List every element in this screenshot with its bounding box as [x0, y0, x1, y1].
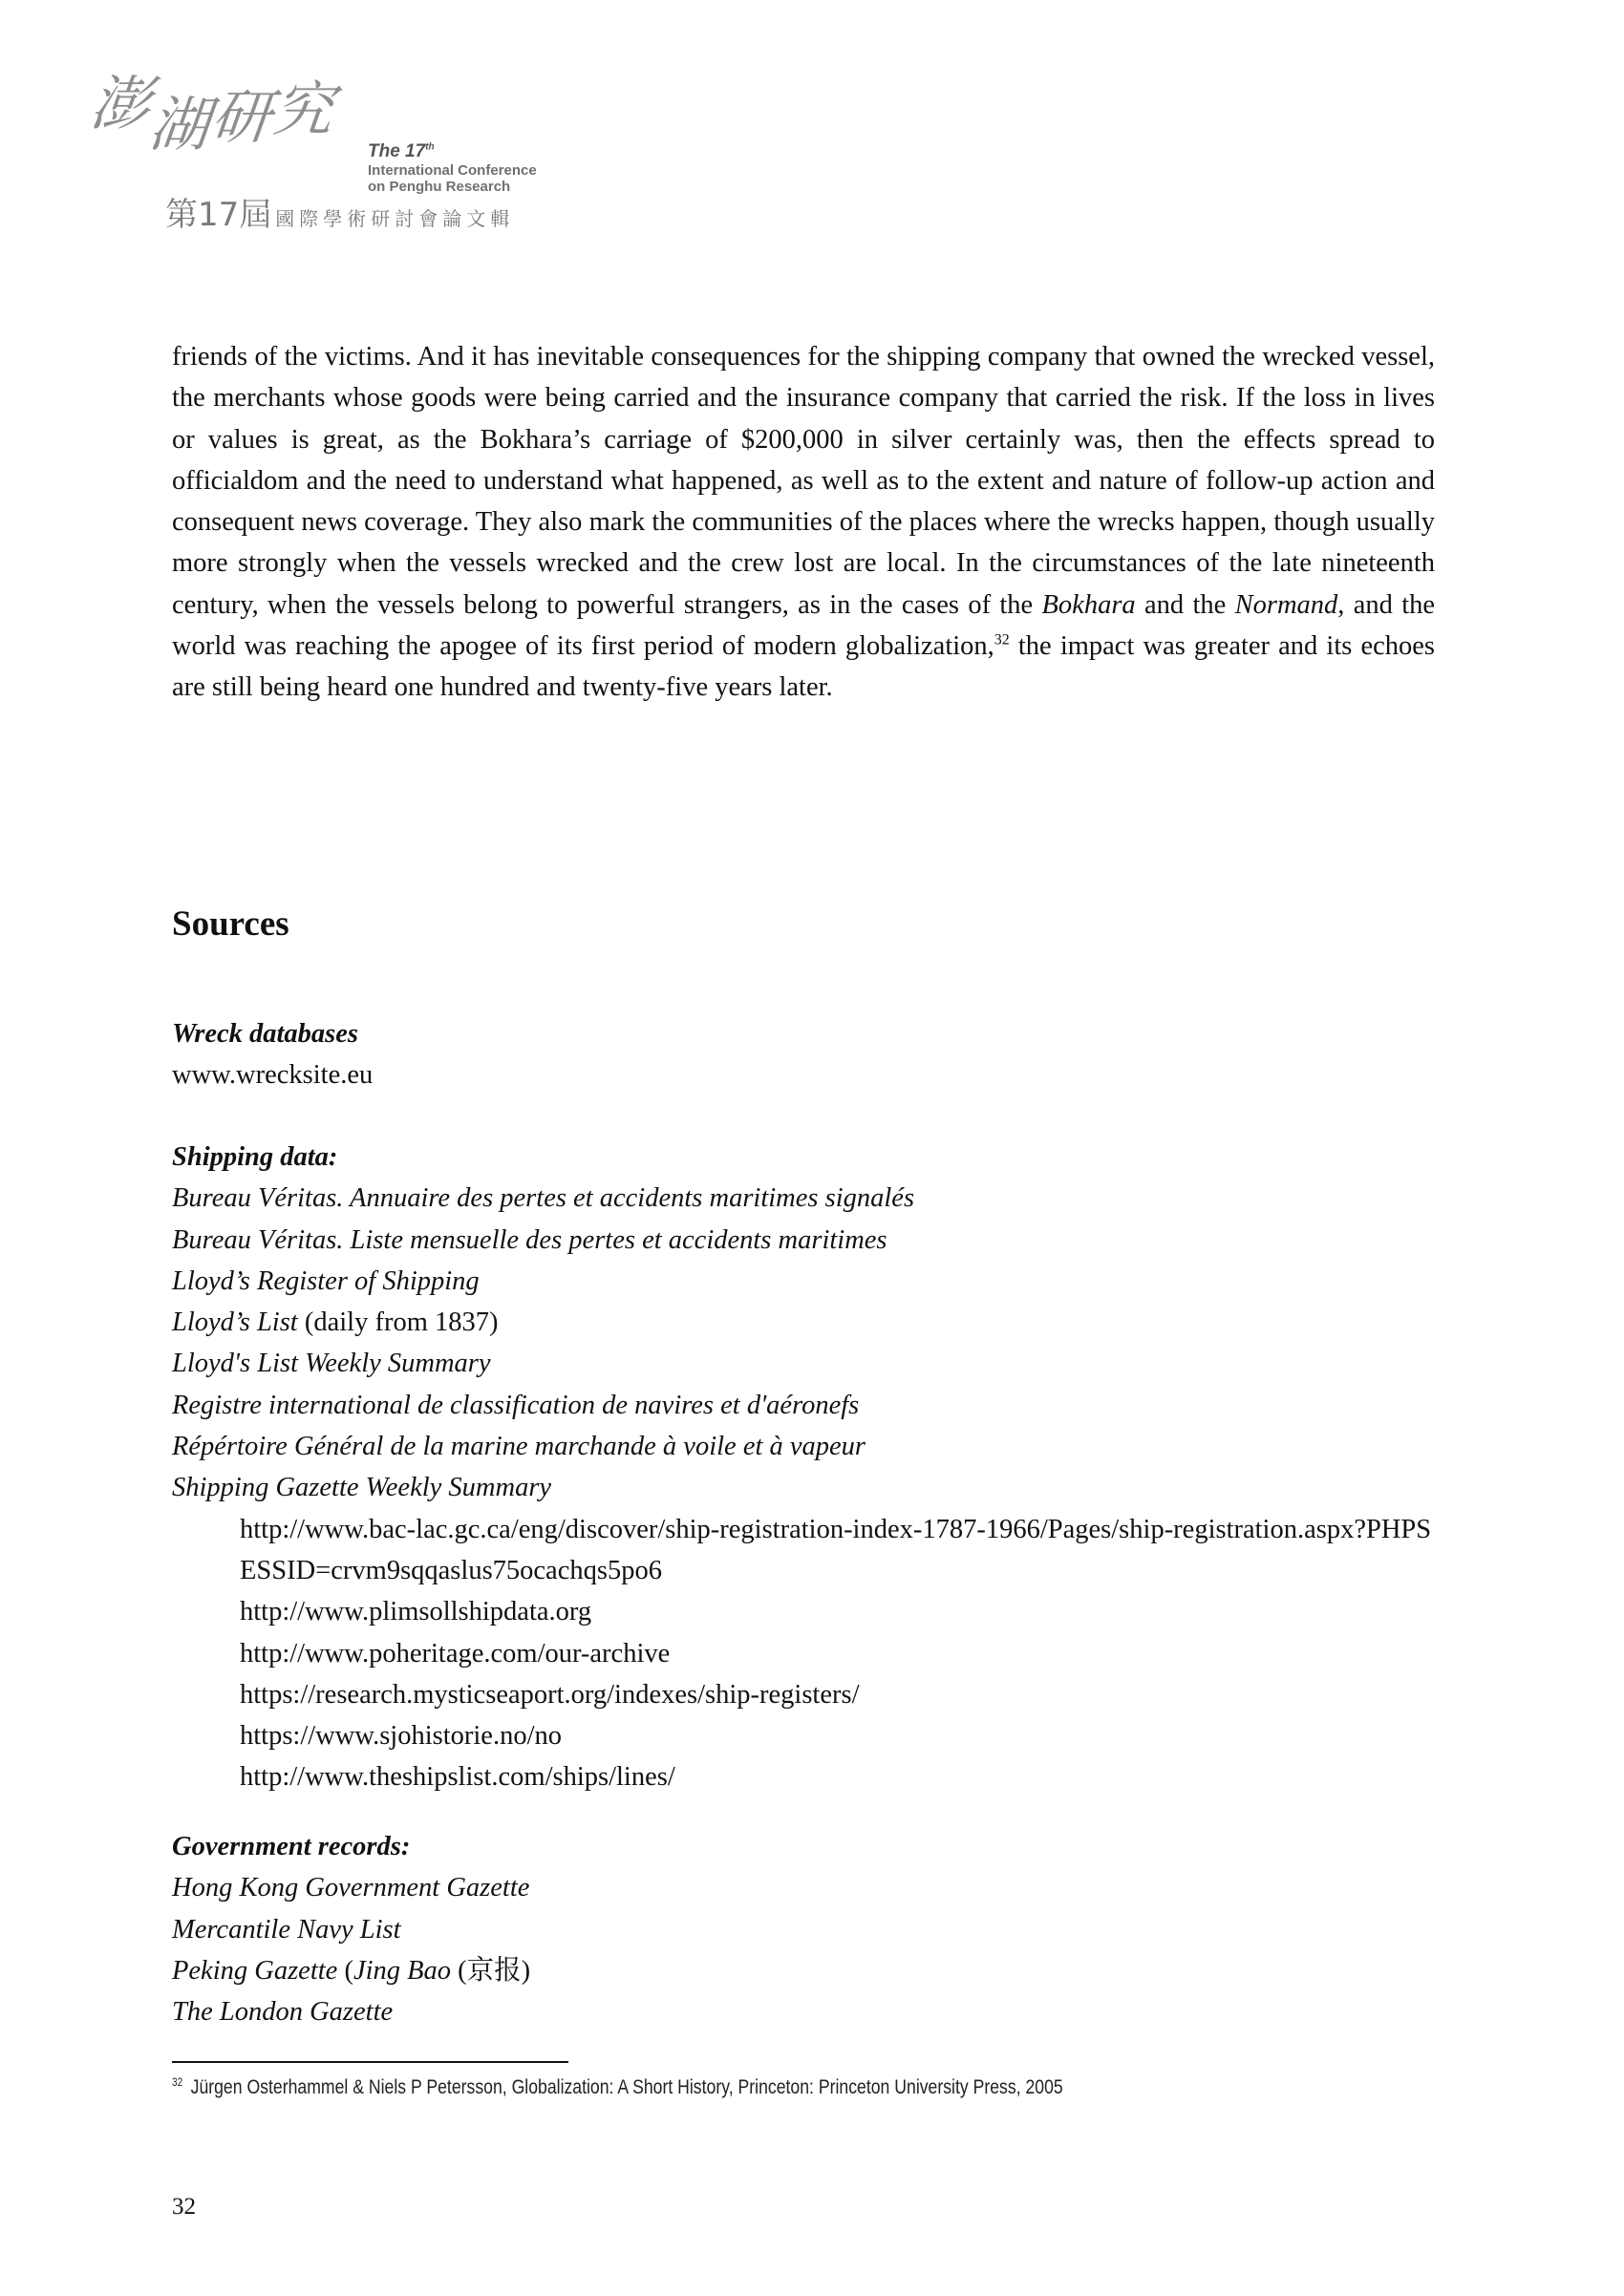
source-note: (daily from 1837): [297, 1307, 499, 1338]
source-item: Lloyd’s Register of Shipping: [172, 1265, 480, 1296]
logo-line-3: on Penghu Research: [368, 179, 511, 196]
footnote: [172, 2075, 1063, 2099]
logo-char: 湖: [145, 90, 215, 159]
source-note: (: [337, 1955, 353, 1986]
paragraph-text: , and the world was reaching the apogee of its first period of modern globalization,: [172, 589, 1436, 662]
source-title: Peking Gazette: [172, 1955, 338, 1986]
shipping-data-section: [172, 1137, 1443, 1798]
paragraph-text: the impact was greater and its echoes are still being heard one hundred and twenty-five years later.: [172, 631, 1435, 703]
logo-calligraphy-title: [87, 69, 339, 159]
url-link[interactable]: http://www.bac-lac.gc.ca/eng/discover/ship-registration-index-1787-1966/Pages/ship-registration.aspx?PHPSESSID=crvm9sqqaslus75ocachqs5po6: [240, 1514, 1432, 1585]
source-title: Lloyd’s List: [172, 1307, 298, 1338]
ship-name-normand: Normand: [1234, 589, 1338, 620]
shipping-data-title: Shipping data:: [172, 1142, 338, 1172]
logo-edition-text: The 17: [368, 141, 426, 161]
logo-char: 研: [207, 82, 277, 152]
sources-heading: Sources: [172, 904, 289, 944]
body-text: [172, 336, 1435, 709]
source-item: [172, 1950, 530, 1991]
logo-chinese-subtitle: [165, 196, 515, 234]
paragraph-text: and the: [1135, 589, 1235, 620]
source-item: Shipping Gazette Weekly Summary: [172, 1473, 552, 1503]
logo-english-title: [368, 141, 537, 195]
source-note: (京报): [451, 1955, 531, 1986]
logo-cn-edition: 第17屆: [165, 196, 272, 234]
footnote-text: Jürgen Osterhammel & Niels P Petersson, Globalization: A Short History, Princeton: Princeton University Press, 2005: [190, 2076, 1063, 2098]
ship-name-bokhara: Bokhara: [1041, 589, 1136, 620]
source-item: [172, 1302, 1443, 1343]
wreck-databases-title: Wreck databases: [172, 1019, 358, 1049]
logo-edition-sup: th: [425, 141, 435, 153]
wrecksite-link[interactable]: www.wrecksite.eu: [172, 1060, 374, 1091]
logo-edition: [368, 141, 435, 161]
url-link[interactable]: http://www.theshipslist.com/ships/lines/: [240, 1762, 675, 1793]
url-link[interactable]: https://www.sjohistorie.no/no: [240, 1721, 562, 1752]
logo-cn-proceedings: 國際學術研討會論文輯: [275, 207, 515, 230]
government-records-title: Government records:: [172, 1832, 411, 1861]
source-item: Bureau Véritas. Liste mensuelle des pertes et accidents maritimes: [172, 1224, 887, 1255]
source-item: Mercantile Navy List: [172, 1914, 401, 1945]
url-link[interactable]: http://www.plimsollshipdata.org: [240, 1597, 592, 1627]
logo-line-2: International Conference: [368, 161, 537, 179]
footnote-divider: [172, 2061, 568, 2063]
source-item: Répértoire Général de la marine marchande à voile et à vapeur: [172, 1432, 866, 1462]
source-item: Bureau Véritas. Annuaire des pertes et accidents maritimes signalés: [172, 1183, 915, 1214]
paragraph-text: friends of the victims. And it has inevitable consequences for the shipping company that owned the wrecked vessel, the merchants whose goods were being carried and the insurance company that carried the risk. If the loss in lives or values is great, as the Bokhara’s carriage of $200,000 in silver certainly was, then the effects spread to officialdom and the need to understand what happened, as well as to the extent and nature of follow-up action and consequent news coverage. They also mark the communities of the places where the wrecks happen, though usually more strongly when the vessels wrecked and the crew lost are local. In the circumstances of the late nineteenth century, when the vessels belong to powerful strangers, as in the cases of the: [172, 342, 1435, 620]
page-number: 32: [172, 2194, 196, 2220]
logo-char: 澎: [87, 69, 156, 138]
government-records-section: [172, 1826, 530, 2032]
url-link[interactable]: https://research.mysticseaport.org/indexes/ship-registers/: [240, 1679, 860, 1710]
body-paragraph: [172, 336, 1435, 709]
logo-char: 究: [269, 74, 339, 144]
source-item: Hong Kong Government Gazette: [172, 1873, 530, 1903]
url-link[interactable]: http://www.poheritage.com/our-archive: [240, 1638, 671, 1669]
conference-logo: [87, 69, 588, 237]
source-item: Lloyd's List Weekly Summary: [172, 1349, 491, 1379]
footnote-reference[interactable]: 32: [994, 631, 1010, 648]
source-item: Registre international de classification de navires et d'aéronefs: [172, 1390, 860, 1420]
source-item: The London Gazette: [172, 1997, 394, 2028]
wreck-databases-section: [172, 1013, 373, 1096]
source-title-romanized: Jing Bao: [353, 1955, 452, 1986]
footnote-number: 32: [172, 2075, 183, 2089]
